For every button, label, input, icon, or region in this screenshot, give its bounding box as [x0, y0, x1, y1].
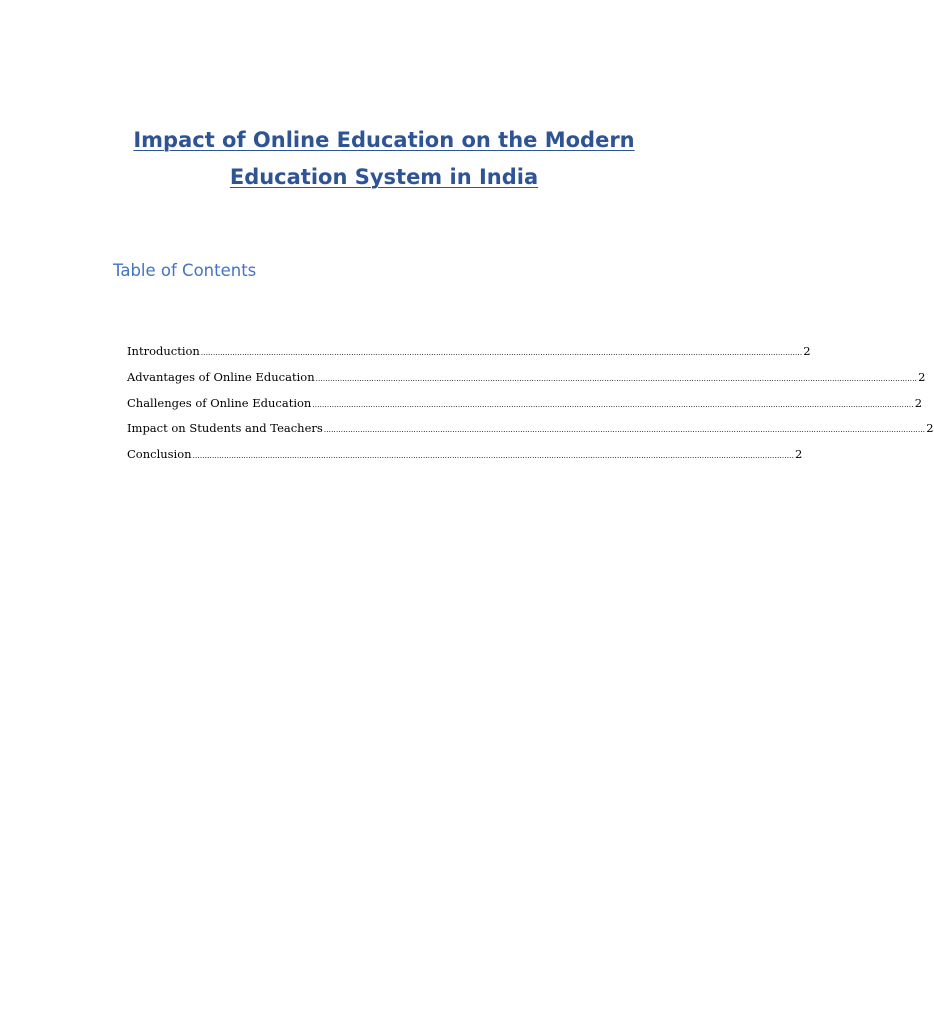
- toc-entry-label: Advantages of Online Education: [127, 369, 315, 384]
- document-title-line-2: Education System in India: [229, 165, 539, 189]
- toc-entry-introduction[interactable]: [127, 344, 811, 370]
- toc-page-number: 2: [926, 421, 934, 436]
- toc-dot-leader: ........................................................................................................................................................................................................................................................: [312, 400, 914, 409]
- toc-dot-leader: ........................................................................................................................................................................................................................................................: [315, 374, 918, 383]
- toc-entry-label: Challenges of Online Education: [127, 395, 312, 410]
- document-title-line-1: Impact of Online Education on the Modern: [133, 128, 635, 152]
- toc-entry-advantages[interactable]: [127, 369, 926, 396]
- toc-page-number: 2: [803, 344, 811, 358]
- toc-dot-leader: ........................................................................................................................................................................................................................................................: [323, 426, 926, 435]
- toc-page-number: 2: [914, 395, 923, 410]
- toc-entry-label: Introduction: [127, 344, 200, 358]
- toc-entry-conclusion[interactable]: [127, 447, 803, 473]
- toc-dot-leader: ........................................................................................................................................................................................................................................................: [200, 349, 803, 357]
- toc-entry-label: Conclusion: [127, 447, 192, 462]
- toc-entry-impact[interactable]: [127, 421, 934, 447]
- toc-page-number: 2: [795, 447, 803, 462]
- toc-entry-challenges[interactable]: [127, 395, 923, 422]
- toc-page-number: 2: [918, 369, 926, 384]
- document-title: [0, 122, 768, 196]
- table-of-contents: [127, 344, 934, 473]
- toc-dot-leader: ........................................................................................................................................................................................................................................................: [192, 452, 795, 461]
- toc-heading: Table of Contents: [113, 261, 257, 280]
- toc-entry-label: Impact on Students and Teachers: [127, 421, 323, 436]
